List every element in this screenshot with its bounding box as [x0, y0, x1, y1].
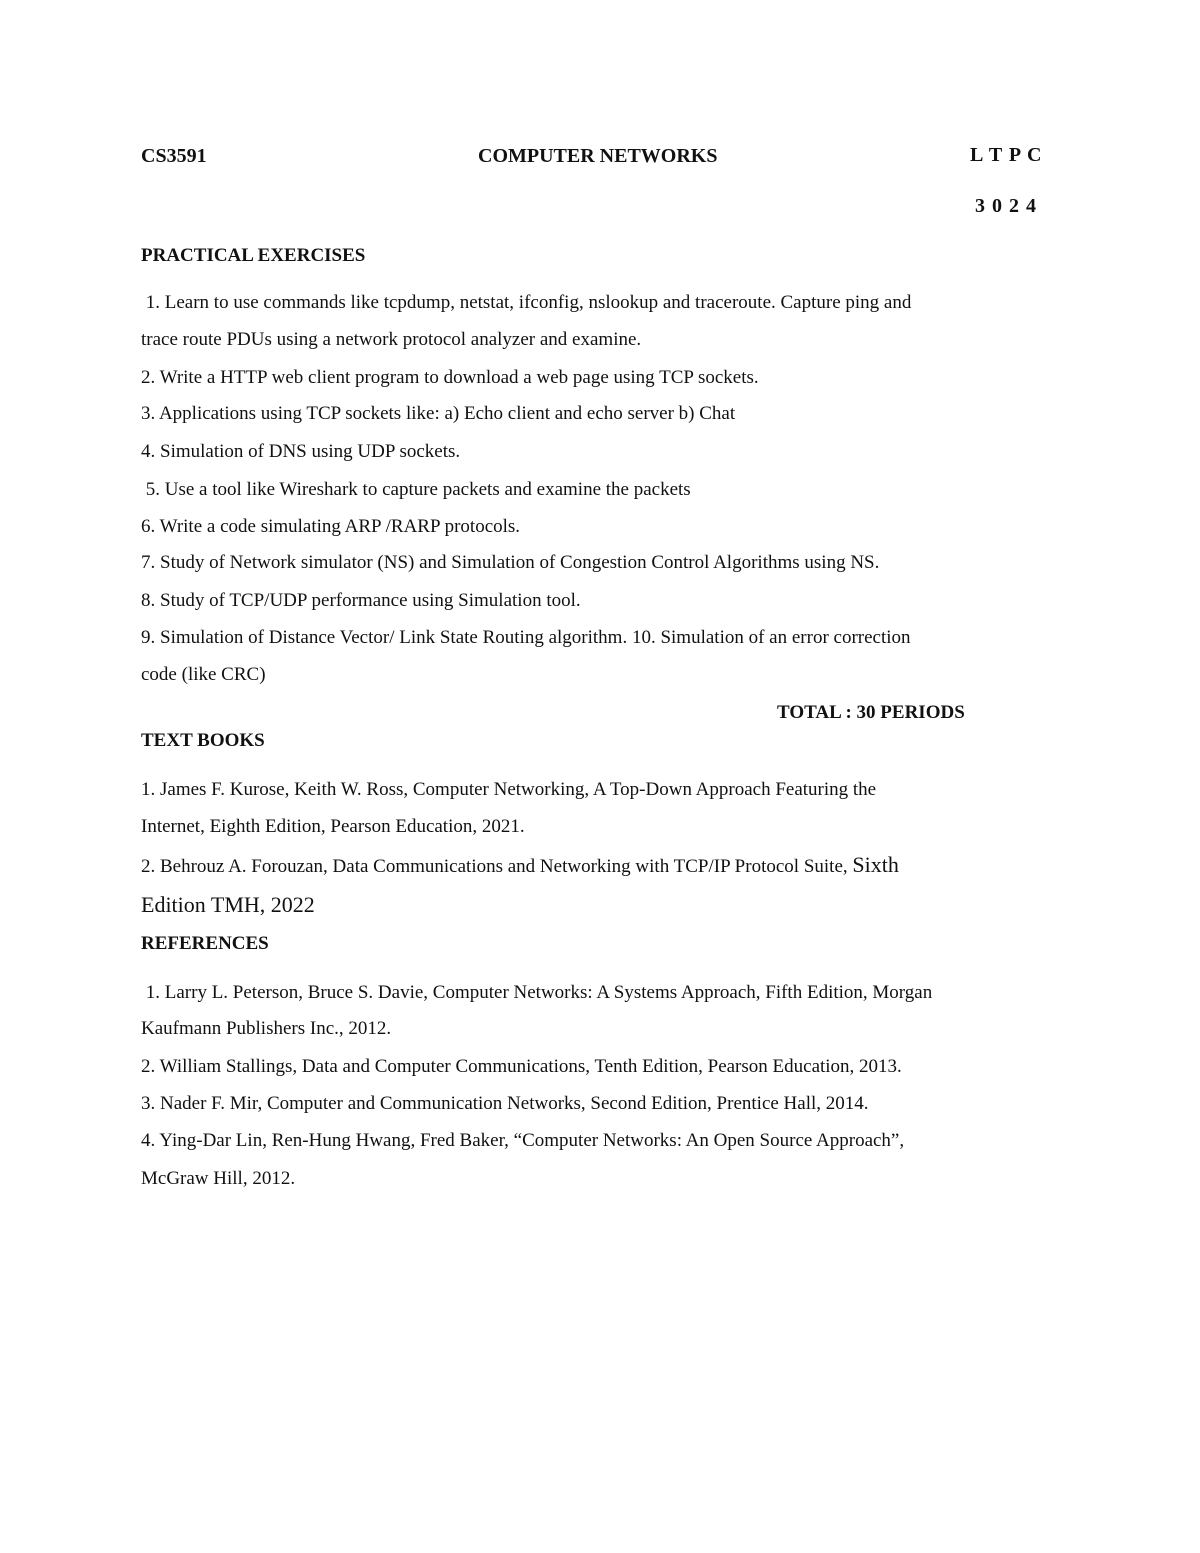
- total-periods: TOTAL : 30 PERIODS: [777, 702, 965, 723]
- course-title: COMPUTER NETWORKS: [478, 145, 718, 167]
- practical-line: 9. Simulation of Distance Vector/ Link State Routing algorithm. 10. Simulation of an error correction: [141, 627, 911, 648]
- ltpc-label: L T P C: [970, 144, 1043, 166]
- references-heading: REFERENCES: [141, 933, 269, 954]
- practical-line: 3. Applications using TCP sockets like: a) Echo client and echo server b) Chat: [141, 403, 736, 424]
- practical-line: 6. Write a code simulating ARP /RARP protocols.: [141, 516, 521, 537]
- course-code: CS3591: [141, 145, 207, 167]
- practical-line: code (like CRC): [141, 664, 266, 685]
- reference-line: Kaufmann Publishers Inc., 2012.: [141, 1018, 392, 1039]
- practical-line: 5. Use a tool like Wireshark to capture packets and examine the packets: [141, 479, 691, 500]
- practical-line: 4. Simulation of DNS using UDP sockets.: [141, 441, 461, 462]
- practical-line: trace route PDUs using a network protocol analyzer and examine.: [141, 329, 642, 350]
- reference-line: 4. Ying-Dar Lin, Ren-Hung Hwang, Fred Baker, “Computer Networks: An Open Source Approach”,: [141, 1130, 905, 1151]
- practical-heading: PRACTICAL EXERCISES: [141, 245, 366, 266]
- textbook-line: Edition TMH, 2022: [141, 892, 315, 917]
- textbook-line: Internet, Eighth Edition, Pearson Education, 2021.: [141, 816, 525, 837]
- textbook-line: 1. James F. Kurose, Keith W. Ross, Computer Networking, A Top-Down Approach Featuring the: [141, 779, 877, 800]
- practical-line: 2. Write a HTTP web client program to download a web page using TCP sockets.: [141, 367, 759, 388]
- reference-line: 3. Nader F. Mir, Computer and Communication Networks, Second Edition, Prentice Hall, 2014.: [141, 1093, 869, 1114]
- textbook-sixth-word: Sixth: [852, 852, 899, 877]
- reference-line: McGraw Hill, 2012.: [141, 1168, 296, 1189]
- practical-line: 8. Study of TCP/UDP performance using Simulation tool.: [141, 590, 581, 611]
- reference-line: 1. Larry L. Peterson, Bruce S. Davie, Computer Networks: A Systems Approach, Fifth Edition, Morgan: [141, 982, 933, 1003]
- practical-line: 1. Learn to use commands like tcpdump, netstat, ifconfig, nslookup and traceroute. Capture ping and: [141, 292, 912, 313]
- textbook-line-text: 2. Behrouz A. Forouzan, Data Communications and Networking with TCP/IP Protocol Suite,: [141, 856, 853, 877]
- reference-line: 2. William Stallings, Data and Computer Communications, Tenth Edition, Pearson Education, 2013.: [141, 1056, 902, 1077]
- textbook-line: [141, 853, 899, 879]
- textbooks-heading: TEXT BOOKS: [141, 730, 265, 751]
- practical-line: 7. Study of Network simulator (NS) and Simulation of Congestion Control Algorithms using NS.: [141, 552, 880, 573]
- ltpc-values: 3 0 2 4: [975, 195, 1037, 217]
